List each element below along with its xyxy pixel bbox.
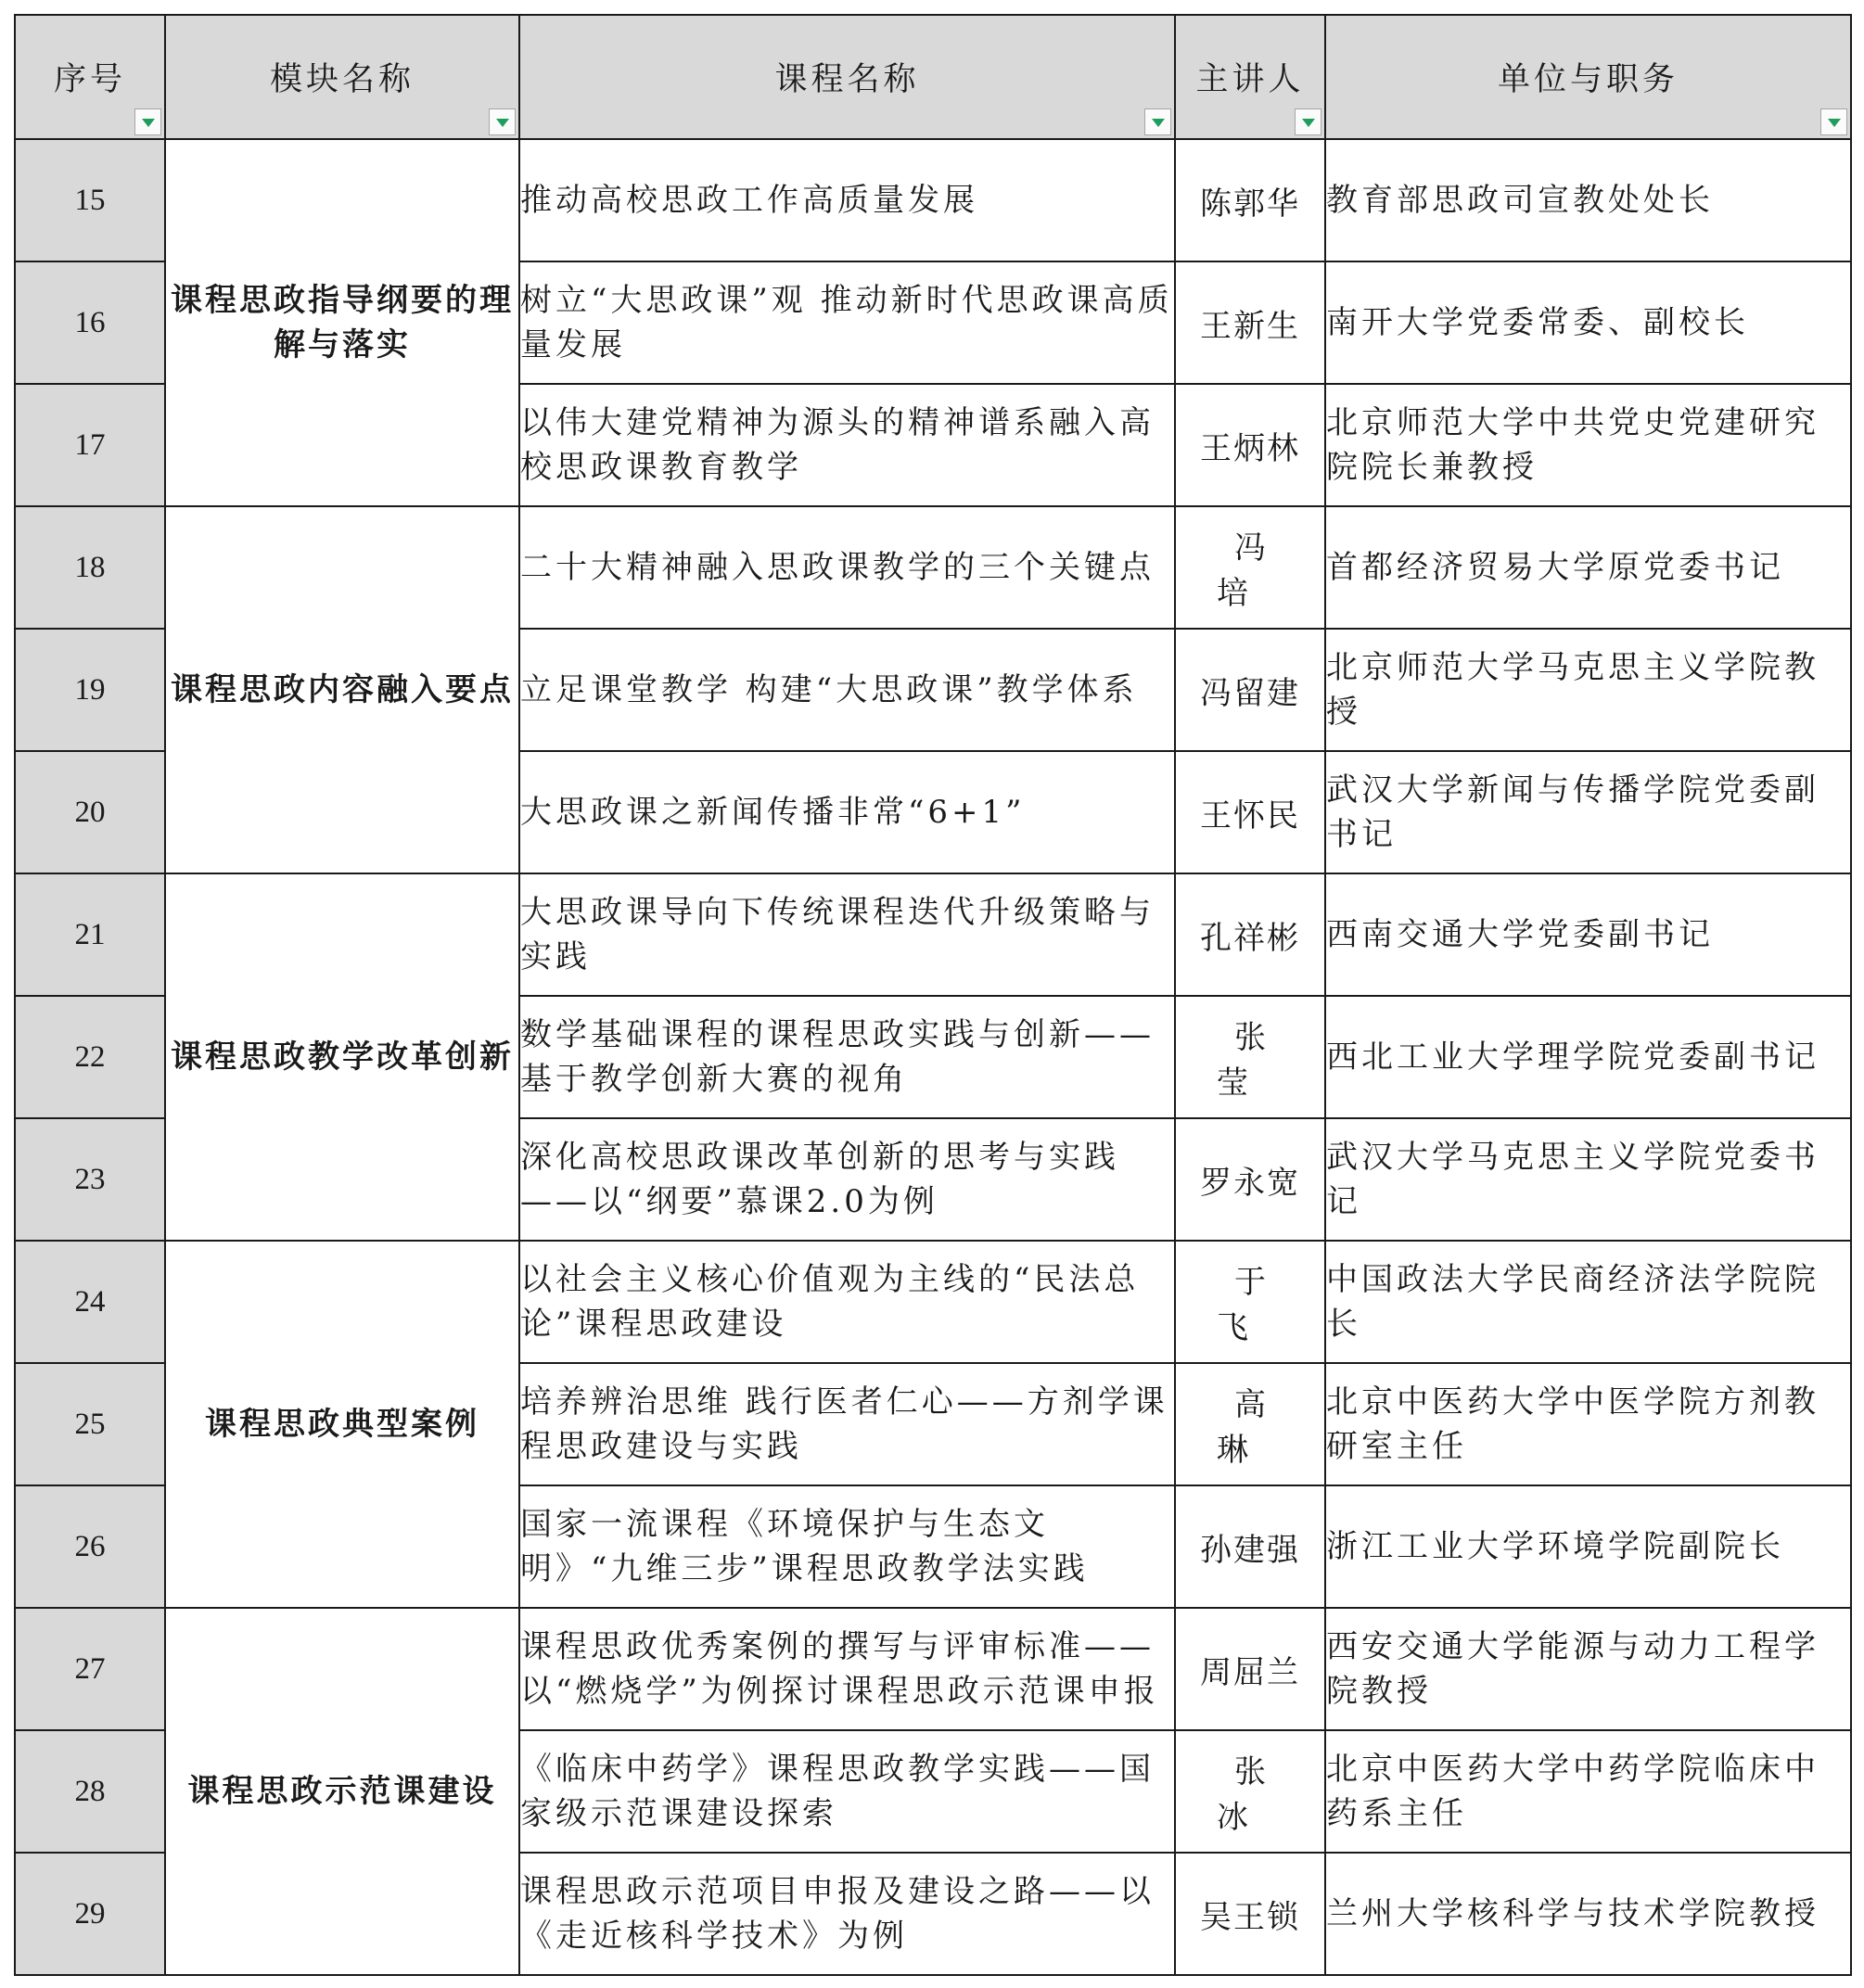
- cell-org[interactable]: 浙江工业大学环境学院副院长: [1325, 1485, 1851, 1608]
- dropdown-arrow-icon: [1152, 119, 1165, 127]
- cell-seq[interactable]: 27: [15, 1608, 165, 1730]
- table-row: [15, 1241, 1851, 1363]
- cell-seq[interactable]: 28: [15, 1730, 165, 1853]
- cell-org[interactable]: 武汉大学新闻与传播学院党委副书记: [1325, 751, 1851, 873]
- cell-org[interactable]: 武汉大学马克思主义学院党委书记: [1325, 1118, 1851, 1241]
- cell-course[interactable]: 推动高校思政工作高质量发展: [519, 139, 1175, 261]
- table-row: [15, 1608, 1851, 1730]
- cell-org[interactable]: 北京师范大学中共党史党建研究院院长兼教授: [1325, 384, 1851, 506]
- cell-seq[interactable]: 24: [15, 1241, 165, 1363]
- table-row: [15, 139, 1851, 261]
- cell-seq[interactable]: 22: [15, 996, 165, 1118]
- cell-org[interactable]: 中国政法大学民商经济法学院院长: [1325, 1241, 1851, 1363]
- cell-org[interactable]: 北京师范大学马克思主义学院教授: [1325, 629, 1851, 751]
- cell-speaker[interactable]: 王炳林: [1175, 384, 1325, 506]
- cell-speaker[interactable]: 高琳: [1175, 1363, 1325, 1485]
- cell-module[interactable]: 课程思政教学改革创新: [165, 873, 519, 1241]
- header-module-label: 模块名称: [269, 61, 415, 98]
- table-row: [15, 506, 1851, 629]
- header-speaker: [1175, 15, 1325, 139]
- cell-speaker[interactable]: 王怀民: [1175, 751, 1325, 873]
- cell-course[interactable]: 国家一流课程《环境保护与生态文明》“九维三步”课程思政教学法实践: [519, 1485, 1175, 1608]
- cell-course[interactable]: 以伟大建党精神为源头的精神谱系融入高校思政课教育教学: [519, 384, 1175, 506]
- cell-seq[interactable]: 16: [15, 261, 165, 384]
- cell-seq[interactable]: 19: [15, 629, 165, 751]
- header-seq-label: 序号: [53, 61, 126, 98]
- cell-org[interactable]: 教育部思政司宣教处处长: [1325, 139, 1851, 261]
- header-org: [1325, 15, 1851, 139]
- cell-speaker[interactable]: 冯留建: [1175, 629, 1325, 751]
- header-course: [519, 15, 1175, 139]
- cell-seq[interactable]: 26: [15, 1485, 165, 1608]
- filter-dropdown-module[interactable]: [489, 108, 516, 135]
- cell-seq[interactable]: 23: [15, 1118, 165, 1241]
- cell-course[interactable]: 数学基础课程的课程思政实践与创新——基于教学创新大赛的视角: [519, 996, 1175, 1118]
- cell-org[interactable]: 兰州大学核科学与技术学院教授: [1325, 1853, 1851, 1975]
- cell-org[interactable]: 西南交通大学党委副书记: [1325, 873, 1851, 996]
- cell-seq[interactable]: 20: [15, 751, 165, 873]
- header-seq: [15, 15, 165, 139]
- cell-module[interactable]: 课程思政典型案例: [165, 1241, 519, 1608]
- cell-course[interactable]: 立足课堂教学 构建“大思政课”教学体系: [519, 629, 1175, 751]
- cell-module[interactable]: 课程思政示范课建设: [165, 1608, 519, 1975]
- cell-seq[interactable]: 25: [15, 1363, 165, 1485]
- cell-module[interactable]: 课程思政内容融入要点: [165, 506, 519, 873]
- cell-org[interactable]: 南开大学党委常委、副校长: [1325, 261, 1851, 384]
- cell-course[interactable]: 大思政课之新闻传播非常“6+1”: [519, 751, 1175, 873]
- cell-course[interactable]: 深化高校思政课改革创新的思考与实践——以“纲要”慕课2.0为例: [519, 1118, 1175, 1241]
- cell-org[interactable]: 首都经济贸易大学原党委书记: [1325, 506, 1851, 629]
- cell-speaker[interactable]: 张冰: [1175, 1730, 1325, 1853]
- cell-speaker[interactable]: 孔祥彬: [1175, 873, 1325, 996]
- cell-seq[interactable]: 18: [15, 506, 165, 629]
- dropdown-arrow-icon: [1302, 119, 1315, 127]
- cell-seq[interactable]: 17: [15, 384, 165, 506]
- cell-seq[interactable]: 29: [15, 1853, 165, 1975]
- table-row: [15, 873, 1851, 996]
- cell-module[interactable]: 课程思政指导纲要的理解与落实: [165, 139, 519, 506]
- header-module: [165, 15, 519, 139]
- cell-speaker[interactable]: 张莹: [1175, 996, 1325, 1118]
- course-table: [14, 14, 1852, 1976]
- dropdown-arrow-icon: [1828, 119, 1841, 127]
- header-speaker-label: 主讲人: [1195, 61, 1305, 98]
- dropdown-arrow-icon: [142, 119, 155, 127]
- cell-speaker[interactable]: 罗永宽: [1175, 1118, 1325, 1241]
- cell-org[interactable]: 西安交通大学能源与动力工程学院教授: [1325, 1608, 1851, 1730]
- cell-course[interactable]: 培养辨治思维 践行医者仁心——方剂学课程思政建设与实践: [519, 1363, 1175, 1485]
- cell-course[interactable]: 以社会主义核心价值观为主线的“民法总论”课程思政建设: [519, 1241, 1175, 1363]
- cell-course[interactable]: 课程思政优秀案例的撰写与评审标准——以“燃烧学”为例探讨课程思政示范课申报: [519, 1608, 1175, 1730]
- cell-speaker[interactable]: 王新生: [1175, 261, 1325, 384]
- filter-dropdown-speaker[interactable]: [1295, 108, 1321, 135]
- cell-course[interactable]: 课程思政示范项目申报及建设之路——以《走近核科学技术》为例: [519, 1853, 1175, 1975]
- dropdown-arrow-icon: [496, 119, 509, 127]
- cell-course[interactable]: 树立“大思政课”观 推动新时代思政课高质量发展: [519, 261, 1175, 384]
- cell-course[interactable]: 《临床中药学》课程思政教学实践——国家级示范课建设探索: [519, 1730, 1175, 1853]
- cell-org[interactable]: 西北工业大学理学院党委副书记: [1325, 996, 1851, 1118]
- cell-speaker[interactable]: 孙建强: [1175, 1485, 1325, 1608]
- cell-seq[interactable]: 15: [15, 139, 165, 261]
- cell-org[interactable]: 北京中医药大学中医学院方剂教研室主任: [1325, 1363, 1851, 1485]
- cell-speaker[interactable]: 陈郭华: [1175, 139, 1325, 261]
- cell-speaker[interactable]: 冯培: [1175, 506, 1325, 629]
- header-row: [15, 15, 1851, 139]
- cell-speaker[interactable]: 吴王锁: [1175, 1853, 1325, 1975]
- cell-seq[interactable]: 21: [15, 873, 165, 996]
- cell-course[interactable]: 二十大精神融入思政课教学的三个关键点: [519, 506, 1175, 629]
- cell-course[interactable]: 大思政课导向下传统课程迭代升级策略与实践: [519, 873, 1175, 996]
- filter-dropdown-org[interactable]: [1820, 108, 1847, 135]
- filter-dropdown-seq[interactable]: [134, 108, 161, 135]
- header-org-label: 单位与职务: [1497, 61, 1679, 98]
- cell-speaker[interactable]: 周屈兰: [1175, 1608, 1325, 1730]
- filter-dropdown-course[interactable]: [1144, 108, 1171, 135]
- header-course-label: 课程名称: [774, 61, 920, 98]
- cell-org[interactable]: 北京中医药大学中药学院临床中药系主任: [1325, 1730, 1851, 1853]
- cell-speaker[interactable]: 于飞: [1175, 1241, 1325, 1363]
